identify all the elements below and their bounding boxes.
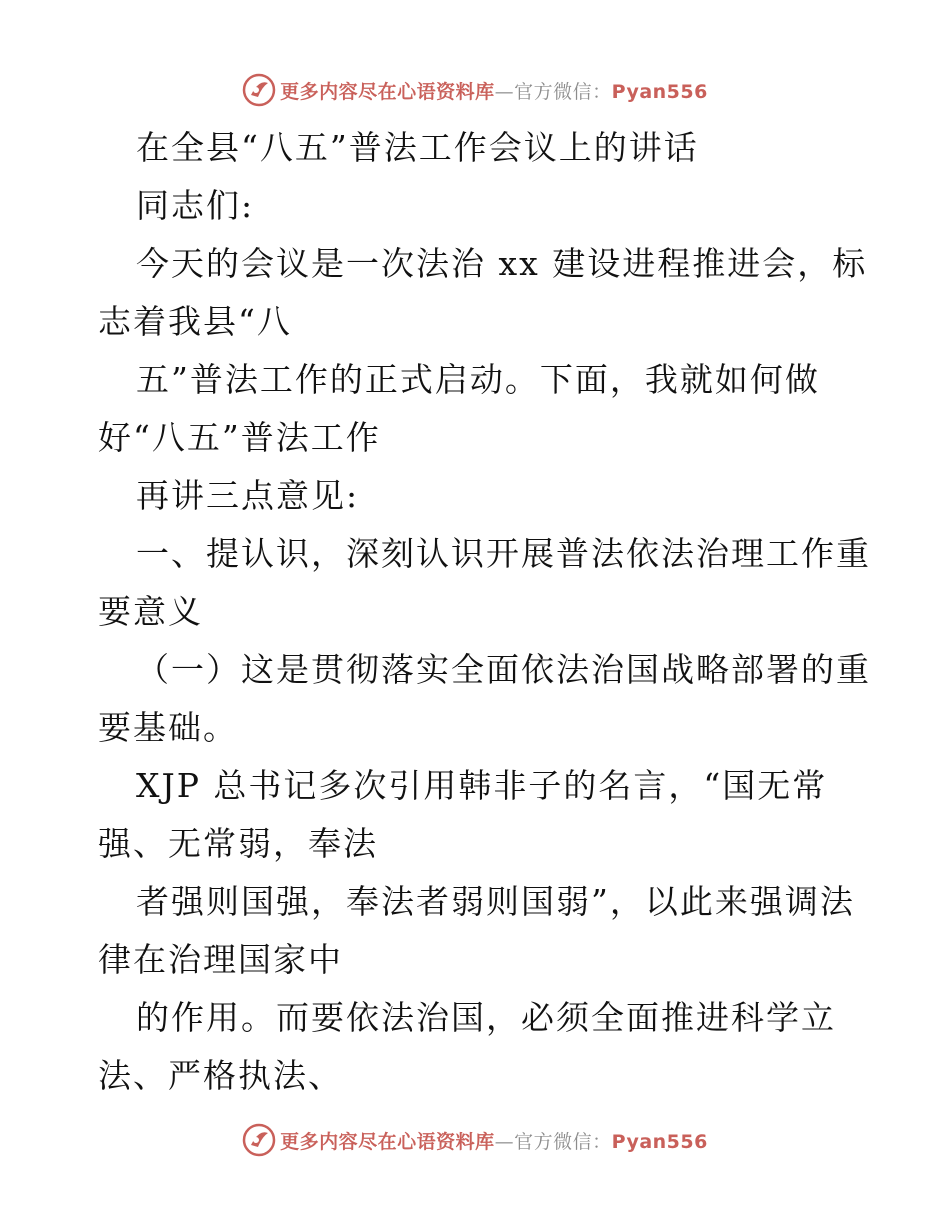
banner-dash: — xyxy=(494,1130,515,1153)
banner-wechat-label: 官方微信： xyxy=(514,1130,612,1153)
banner-brand: 更多内容尽在心语资料库 xyxy=(280,1130,495,1153)
banner-wechat-label: 官方微信： xyxy=(514,80,612,103)
header-watermark-banner xyxy=(0,70,950,110)
subsection-heading-line: 要基础。 xyxy=(98,708,238,747)
paragraph-line: 志着我县“八 xyxy=(98,302,292,341)
paragraph-line: 再讲三点意见: xyxy=(136,476,360,515)
paragraph-line: 律在治理国家中 xyxy=(98,940,343,979)
section-heading-line: 一、提认识，深刻认识开展普法依法治理工作重 xyxy=(136,534,871,573)
paragraph-line: XJP 总书记多次引用韩非子的名言，“国无常 xyxy=(136,766,828,805)
paragraph-line: 今天的会议是一次法治 xx 建设进程推进会，标 xyxy=(136,244,868,283)
section-heading-line: 要意义 xyxy=(98,592,203,631)
banner-wechat-id: Pyan556 xyxy=(611,1130,708,1153)
paragraph-line: 的作用。而要依法治国，必须全面推进科学立 xyxy=(136,998,836,1037)
paragraph-line: 法、严格执法、 xyxy=(98,1056,343,1095)
banner-text xyxy=(280,1127,708,1154)
banner-brand: 更多内容尽在心语资料库 xyxy=(280,80,495,103)
subsection-heading-line: （一）这是贯彻落实全面依法治国战略部署的重 xyxy=(136,650,871,689)
document-title: 在全县“八五”普法工作会议上的讲话 xyxy=(136,128,699,167)
logo-icon xyxy=(242,73,276,107)
paragraph-line: 五”普法工作的正式启动。下面，我就如何做 xyxy=(136,360,820,399)
paragraph-line: 者强则国强，奉法者弱则国弱”，以此来强调法 xyxy=(136,882,855,921)
paragraph-line: 好“八五”普法工作 xyxy=(98,418,381,457)
logo-icon xyxy=(242,1123,276,1157)
banner-dash: — xyxy=(494,80,515,103)
footer-watermark-banner xyxy=(0,1120,950,1160)
banner-wechat-id: Pyan556 xyxy=(611,80,708,103)
salutation: 同志们: xyxy=(136,186,255,225)
paragraph-line: 强、无常弱，奉法 xyxy=(98,824,378,863)
banner-text xyxy=(280,77,708,104)
